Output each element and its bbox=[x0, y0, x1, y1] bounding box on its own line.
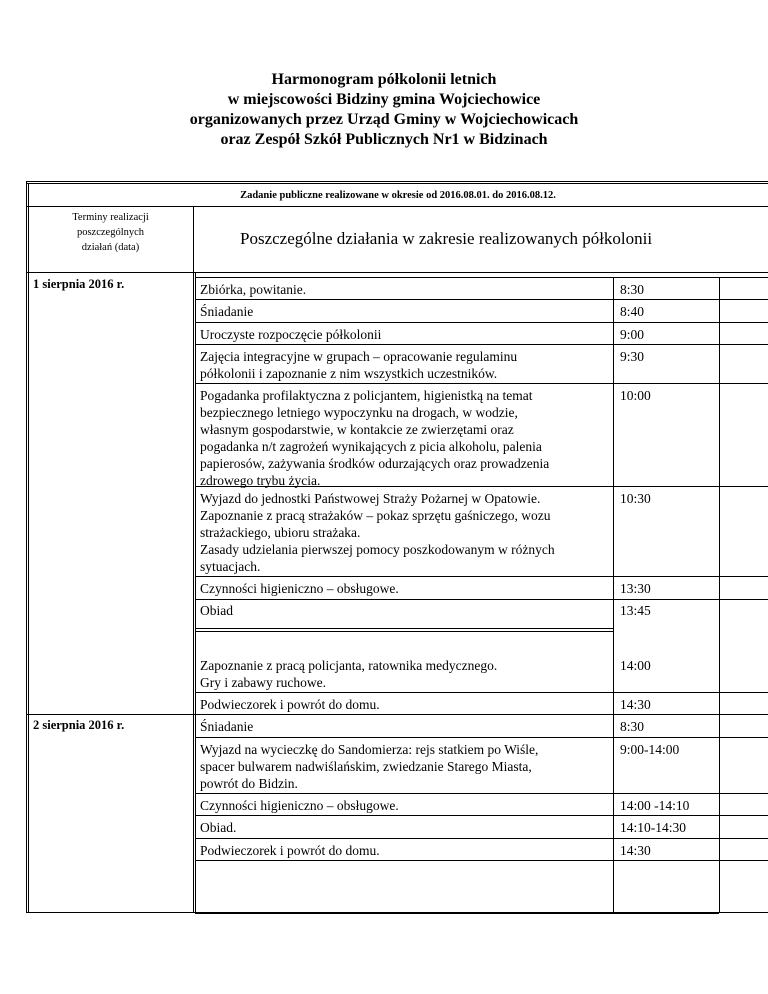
activity-text bbox=[200, 842, 610, 859]
activity-line: Podwieczorek i powrót do domu. bbox=[200, 843, 380, 858]
table-border bbox=[719, 277, 720, 912]
activity-line: Obiad. bbox=[200, 820, 237, 835]
activity-line: bezpiecznego letniego wypoczynku na drogach, w wodzie, bbox=[200, 405, 518, 420]
activity-text bbox=[200, 657, 610, 691]
activity-line: powrót do Bidzin. bbox=[200, 776, 298, 791]
activity-text bbox=[200, 387, 610, 489]
activity-time: 13:45 bbox=[620, 603, 651, 618]
row-divider bbox=[195, 299, 768, 300]
row-divider bbox=[195, 692, 768, 693]
row-divider bbox=[195, 322, 768, 323]
activity-time: 8:30 bbox=[620, 282, 645, 297]
activity-line: własnym gospodarstwie, w kontakcie ze zwierzętami oraz bbox=[200, 422, 514, 437]
activity-text bbox=[200, 490, 610, 575]
activity-line: zdrowego trybu życia. bbox=[200, 473, 321, 488]
activities-column-header: Poszczególne działania w zakresie realizowanych półkolonii bbox=[240, 229, 653, 248]
activity-time: 14:30 bbox=[620, 843, 651, 858]
activity-time: 10:30 bbox=[620, 491, 651, 506]
row-divider bbox=[195, 815, 768, 816]
task-period-header: Zadanie publiczne realizowane w okresie od 2016.08.01. do 2016.08.12. bbox=[240, 190, 556, 201]
table-border bbox=[195, 272, 196, 914]
row-divider bbox=[195, 631, 613, 632]
row-divider bbox=[195, 737, 768, 738]
activity-text bbox=[200, 718, 610, 735]
day-date: 2 sierpnia 2016 r. bbox=[33, 718, 125, 732]
date-column-header-line: działań (data) bbox=[81, 242, 140, 253]
activity-text bbox=[200, 303, 610, 320]
activity-line: Zbiórka, powitanie. bbox=[200, 282, 307, 297]
day-date: 1 sierpnia 2016 r. bbox=[33, 277, 125, 291]
activity-line: Podwieczorek i powrót do domu. bbox=[200, 697, 380, 712]
table-border bbox=[195, 277, 768, 278]
row-divider bbox=[195, 599, 768, 600]
activity-line: Zasady udzielania pierwszej pomocy poszkodowanym w różnych bbox=[200, 542, 555, 557]
activity-time: 9:30 bbox=[620, 349, 645, 364]
table-border bbox=[28, 183, 29, 912]
activity-time: 10:00 bbox=[620, 388, 651, 403]
activity-time: 14:00 bbox=[620, 658, 651, 673]
row-divider bbox=[195, 838, 768, 839]
row-divider bbox=[195, 576, 768, 577]
activity-text bbox=[200, 580, 610, 597]
activity-text bbox=[200, 819, 610, 836]
activity-line: Wyjazd na wycieczkę do Sandomierza: rejs statkiem po Wiśle, bbox=[200, 742, 539, 757]
activity-line: Wyjazd do jednostki Państwowej Straży Pożarnej w Opatowie. bbox=[200, 491, 541, 506]
activity-text bbox=[200, 741, 610, 792]
date-column-header bbox=[28, 210, 193, 255]
activity-line: strażackiego, ubioru strażaka. bbox=[200, 525, 361, 540]
title-line: organizowanych przez Urząd Gminy w Wojciechowicach bbox=[189, 111, 579, 128]
activity-line: Zajęcia integracyjne w grupach – opracowanie regulaminu bbox=[200, 349, 518, 364]
activity-line: Gry i zabawy ruchowe. bbox=[200, 675, 326, 690]
activity-time: 14:10-14:30 bbox=[620, 820, 686, 835]
date-column-header-line: poszczególnych bbox=[76, 227, 145, 238]
activity-time: 13:30 bbox=[620, 581, 651, 596]
table-border bbox=[26, 272, 768, 273]
activity-time: 14:00 -14:10 bbox=[620, 798, 690, 813]
activity-line: półkolonii i zapoznanie z nim wszystkich uczestników. bbox=[200, 366, 498, 381]
activity-time: 9:00-14:00 bbox=[620, 742, 680, 757]
table-border bbox=[193, 206, 194, 912]
activity-text bbox=[200, 696, 610, 713]
activity-line: papierosów, zażywania środków odurzających oraz prowadzenia bbox=[200, 456, 550, 471]
row-divider bbox=[26, 714, 768, 715]
activity-line: Zapoznanie z pracą policjanta, ratownika medycznego. bbox=[200, 658, 498, 673]
row-divider bbox=[195, 793, 768, 794]
activity-line: Czynności higieniczno – obsługowe. bbox=[200, 581, 399, 596]
row-divider bbox=[195, 628, 613, 629]
table-border bbox=[26, 181, 768, 182]
date-column-header-line: Terminy realizacji bbox=[72, 212, 149, 223]
activity-line: Pogadanka profilaktyczna z policjantem, higienistką na temat bbox=[200, 388, 533, 403]
activity-text bbox=[200, 797, 610, 814]
activity-time: 8:30 bbox=[620, 719, 645, 734]
title-line: oraz Zespół Szkół Publicznych Nr1 w Bidzinach bbox=[220, 131, 548, 148]
activity-line: Śniadanie bbox=[200, 304, 254, 319]
activity-time: 14:30 bbox=[620, 697, 651, 712]
activity-line: Śniadanie bbox=[200, 719, 254, 734]
title-line: Harmonogram półkolonii letnich bbox=[271, 71, 497, 88]
activity-text bbox=[200, 348, 610, 382]
table-border bbox=[26, 181, 27, 913]
activity-time: 8:40 bbox=[620, 304, 645, 319]
activity-line: Czynności higieniczno – obsługowe. bbox=[200, 798, 399, 813]
document-title bbox=[0, 70, 768, 150]
activity-text bbox=[200, 602, 610, 619]
title-line: w miejscowości Bidziny gmina Wojciechowice bbox=[227, 91, 541, 108]
table-border bbox=[195, 913, 719, 914]
table-border bbox=[26, 206, 768, 207]
row-divider bbox=[195, 383, 768, 384]
activity-line: pogadanka n/t zagrożeń wynikających z picia alkoholu, palenia bbox=[200, 439, 542, 454]
activity-time: 9:00 bbox=[620, 327, 645, 342]
table-border bbox=[613, 277, 614, 912]
activity-text bbox=[200, 281, 610, 298]
row-divider bbox=[195, 344, 768, 345]
activity-text bbox=[200, 326, 610, 343]
activity-line: Zapoznanie z pracą strażaków – pokaz sprzętu gaśniczego, wozu bbox=[200, 508, 551, 523]
table-border bbox=[26, 183, 768, 184]
activity-line: sytuacjach. bbox=[200, 559, 261, 574]
row-divider bbox=[195, 860, 768, 861]
activity-line: Uroczyste rozpoczęcie półkolonii bbox=[200, 327, 382, 342]
activity-line: spacer bulwarem nadwiślańskim, zwiedzanie Starego Miasta, bbox=[200, 759, 532, 774]
activity-line: Obiad bbox=[200, 603, 233, 618]
